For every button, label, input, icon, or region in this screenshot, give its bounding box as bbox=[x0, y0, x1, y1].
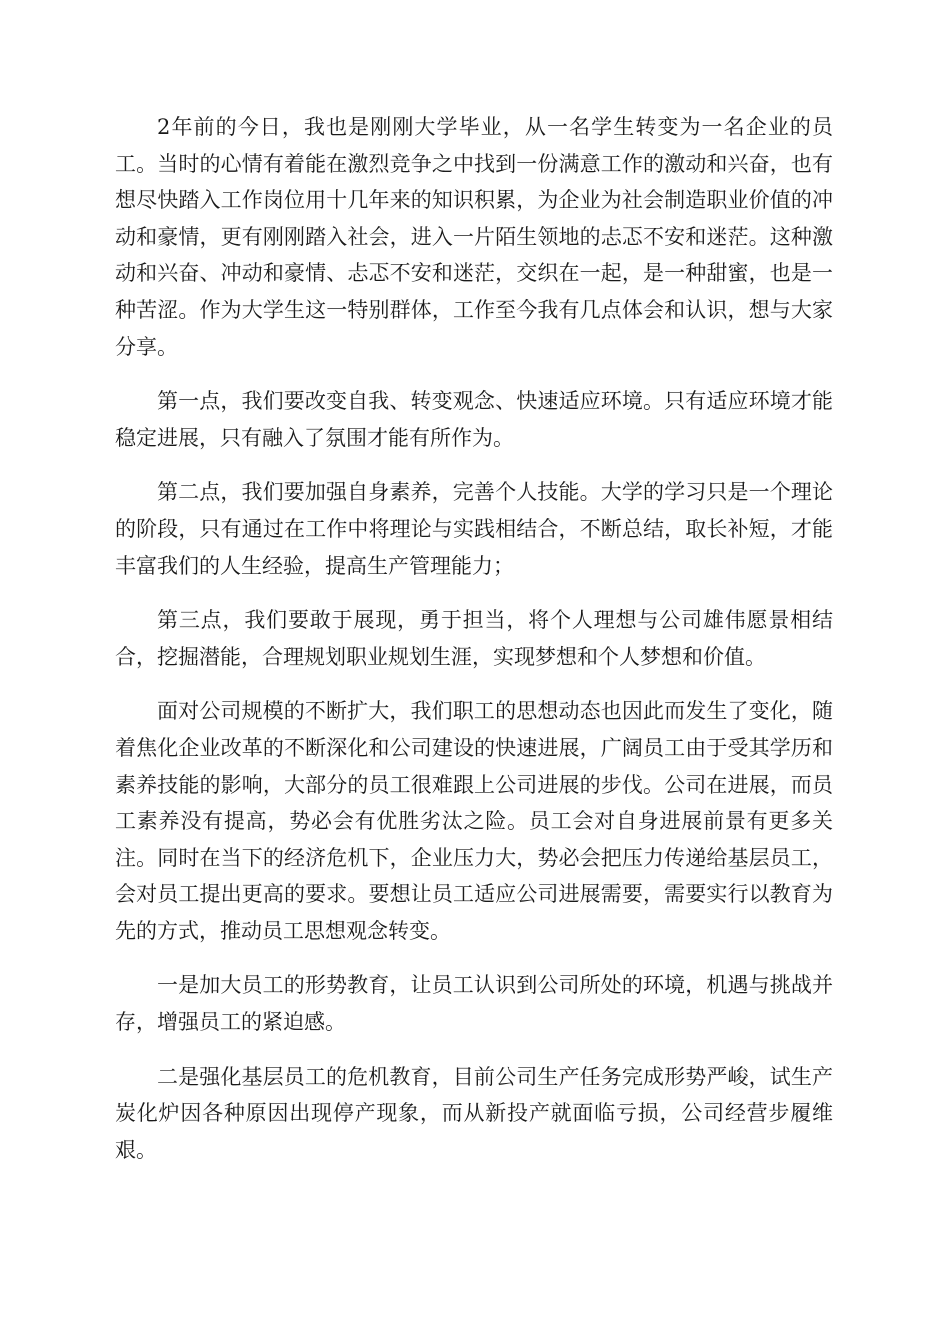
document-body bbox=[115, 109, 833, 1186]
paragraph-7: 二是强化基层员工的危机教育，目前公司生产任务完成形势严峻，试生产炭化炉因各种原因出现停产现象，而从新投产就面临亏损，公司经营步履维艰。 bbox=[115, 1064, 833, 1162]
paragraph-1: 2年前的今日，我也是刚刚大学毕业，从一名学生转变为一名企业的员工。当时的心情有着能在激烈竞争之中找到一份满意工作的激动和兴奋，也有想尽快踏入工作岗位用十几年来的知识积累，为企业为社会制造职业价值的冲动和豪情，更有刚刚踏入社会，进入一片陌生领地的忐忑不安和迷茫。这种激动和兴奋、冲动和豪情、忐忑不安和迷茫，交织在一起，是一种甜蜜，也是一种苦涩。作为大学生这一特别群体，工作至今我有几点体会和认识，想与大家分享。 bbox=[115, 115, 833, 359]
paragraph-3: 第二点，我们要加强自身素养，完善个人技能。大学的学习只是一个理论的阶段，只有通过在工作中将理论与实践相结合，不断总结，取长补短，才能丰富我们的人生经验，提高生产管理能力； bbox=[115, 480, 833, 578]
paragraph-5: 面对公司规模的不断扩大，我们职工的思想动态也因此而发生了变化，随着焦化企业改革的不断深化和公司建设的快速进展，广阔员工由于受其学历和素养技能的影响，大部分的员工很难跟上公司进展的步伐。公司在进展，而员工素养没有提高，势必会有优胜劣汰之险。员工会对自身进展前景有更多关注。同时在当下的经济危机下，企业压力大，势必会把压力传递给基层员工，会对员工提出更高的要求。要想让员工适应公司进展需要，需要实行以教育为先的方式，推动员工思想观念转变。 bbox=[115, 699, 833, 943]
paragraph-6: 一是加大员工的形势教育，让员工认识到公司所处的环境，机遇与挑战并存，增强员工的紧迫感。 bbox=[115, 973, 833, 1035]
paragraph-2: 第一点，我们要改变自我、转变观念、快速适应环境。只有适应环境才能稳定进展，只有融入了氛围才能有所作为。 bbox=[115, 389, 833, 450]
paragraph-4: 第三点，我们要敢于展现，勇于担当，将个人理想与公司雄伟愿景相结合，挖掘潜能，合理规划职业规划生涯，实现梦想和个人梦想和价值。 bbox=[115, 608, 833, 669]
